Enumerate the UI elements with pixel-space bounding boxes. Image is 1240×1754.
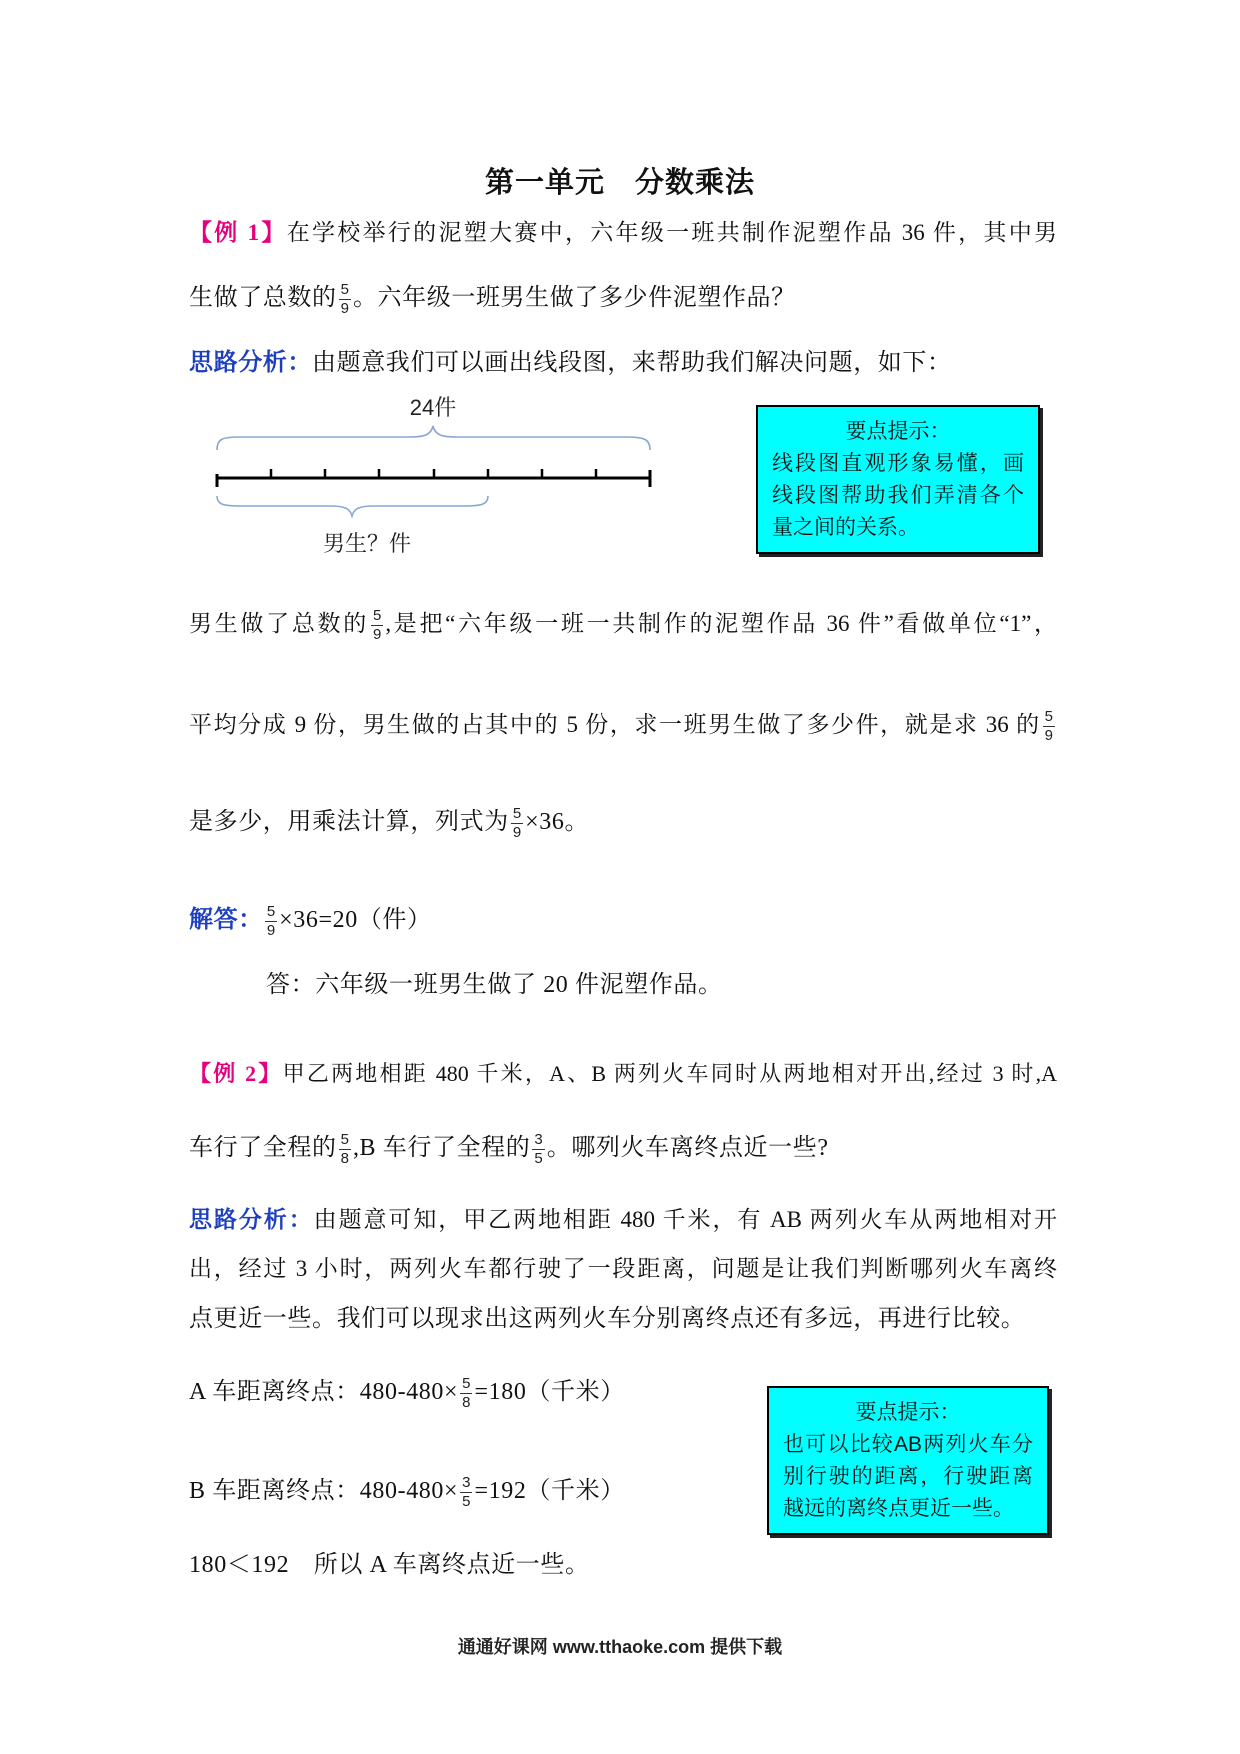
question-text: 车行了全程的: [189, 1135, 337, 1161]
fraction: [460, 1376, 472, 1411]
explanation-text: ,是把“六年级一班一共制作的泥塑作品 36 件”看做单位“1”，: [385, 611, 1058, 636]
fraction: [1043, 709, 1055, 744]
explanation-text: ×36。: [525, 809, 590, 835]
explanation-text: 男生做了总数的: [189, 611, 369, 636]
diagram-top-brace: [217, 426, 650, 450]
page-title: 第一单元 分数乘法: [484, 167, 755, 199]
fraction: [511, 806, 523, 841]
question-text: 。六年级一班男生做了多少件泥塑作品？: [352, 285, 796, 311]
numerator: 5: [1044, 708, 1053, 726]
denominator: 9: [266, 921, 276, 939]
numerator: 3: [462, 1473, 471, 1491]
calc-text: A 车距离终点：480-480×: [189, 1379, 459, 1405]
numerator: 5: [462, 1374, 471, 1392]
example1-explanation-line1: [189, 602, 1057, 646]
analysis-text: 由题意可知，甲乙两地相距 480 千米，有 AB 两列火车从两地相对开: [313, 1207, 1057, 1232]
example2-analysis-line2: 出，经过 3 小时，两列火车都行驶了一段距离，问题是让我们判断哪列火车离终: [189, 1256, 1057, 1281]
example2-question-text: 甲乙两地相距 480 千米，A、B 两列火车同时从两地相对开出,经过 3 时,A: [282, 1061, 1057, 1086]
fraction: [460, 1475, 472, 1510]
fraction: [532, 1132, 544, 1167]
numerator: 5: [340, 280, 349, 298]
fraction: [265, 904, 277, 939]
question-text: 生做了总数的: [189, 285, 337, 311]
denominator: 9: [372, 626, 382, 644]
tip-line: 也可以比较AB两列火车分: [783, 1433, 1033, 1456]
explanation-text: 平均分成 9 份，男生做的占其中的 5 份，求一班男生做了多少件，就是求 36 的: [189, 712, 1041, 737]
diagram-bottom-brace: [217, 496, 488, 516]
numerator: 3: [534, 1130, 543, 1148]
tip-line: 越远的离终点更近一些。: [783, 1497, 1014, 1520]
example1-question-line1: [189, 215, 1057, 251]
example1-explanation-line3: [189, 800, 1057, 844]
question-text: 。哪列火车离终点近一些?: [546, 1135, 829, 1161]
diagram-total-label: 24件: [409, 395, 457, 420]
example2-label: 【例 2】: [189, 1061, 283, 1086]
explanation-text: 是多少，用乘法计算，列式为: [189, 809, 509, 835]
denominator: 9: [512, 823, 522, 841]
example2-calc-b: [189, 1469, 749, 1513]
analysis-text: 由题意我们可以画出线段图，来帮助我们解决问题，如下：: [312, 350, 952, 376]
example2-question-line2: [189, 1126, 1057, 1170]
example1-solution: [189, 898, 1057, 942]
numerator: 5: [512, 804, 522, 822]
page-footer: 通通好课网 www.tthaoke.com 提供下载: [457, 1637, 783, 1657]
example2-analysis-line3: 点更近一些。我们可以现求出这两列火车分别离终点还有多远，再进行比较。: [189, 1306, 1026, 1332]
tip-line: 别行驶的距离，行驶距离: [783, 1465, 1033, 1488]
fraction: [371, 608, 383, 643]
example2-calc-a: [189, 1370, 749, 1414]
tip-heading: 要点提示：: [855, 1401, 961, 1424]
tip-line: 线段图直观形象易懂，画: [772, 452, 1024, 475]
denominator: 9: [1044, 727, 1053, 745]
tip-line: 量之间的关系。: [772, 516, 919, 539]
calc-text: B 车距离终点：480-480×: [189, 1478, 459, 1504]
example1-answer: 答：六年级一班男生做了 20 件泥塑作品。: [266, 972, 723, 998]
example1-label: 【例 1】: [189, 220, 287, 245]
denominator: 9: [340, 299, 349, 317]
question-text: ,B 车行了全程的: [352, 1135, 531, 1161]
calc-text: =180（千米）: [474, 1379, 625, 1405]
example1-analysis: [189, 345, 1057, 381]
tip-line: 线段图帮助我们弄清各个: [772, 484, 1024, 507]
solution-text: ×36=20（件）: [279, 907, 432, 933]
calc-text: =192（千米）: [474, 1478, 625, 1504]
solution-label: 解答：: [189, 907, 263, 933]
fraction: [339, 1132, 351, 1167]
example2-conclusion: 180＜192 所以 A 车离终点近一些。: [189, 1552, 590, 1578]
line-segment-diagram: [200, 390, 670, 565]
diagram-part-label: 男生？件: [322, 531, 412, 556]
example1-explanation-line2: [189, 703, 1057, 747]
analysis-label: 思路分析：: [189, 350, 312, 376]
numerator: 5: [340, 1130, 349, 1148]
analysis-label: 思路分析：: [189, 1207, 314, 1232]
denominator: 8: [340, 1149, 349, 1167]
numerator: 5: [372, 607, 382, 625]
numerator: 5: [266, 902, 276, 920]
tip-box-2: [767, 1386, 1049, 1535]
example2-analysis-line1: [189, 1202, 1057, 1238]
denominator: 5: [462, 1492, 471, 1510]
tip-box-1: [756, 405, 1040, 554]
denominator: 5: [534, 1149, 543, 1167]
example2-question-line1: [189, 1056, 1057, 1092]
fraction: [339, 282, 351, 317]
example1-question-text: 在学校举行的泥塑大赛中，六年级一班共制作泥塑作品 36 件，其中男: [286, 220, 1058, 245]
example1-question-line2: [189, 276, 1057, 320]
denominator: 8: [462, 1393, 471, 1411]
tip-heading: 要点提示：: [845, 420, 951, 443]
